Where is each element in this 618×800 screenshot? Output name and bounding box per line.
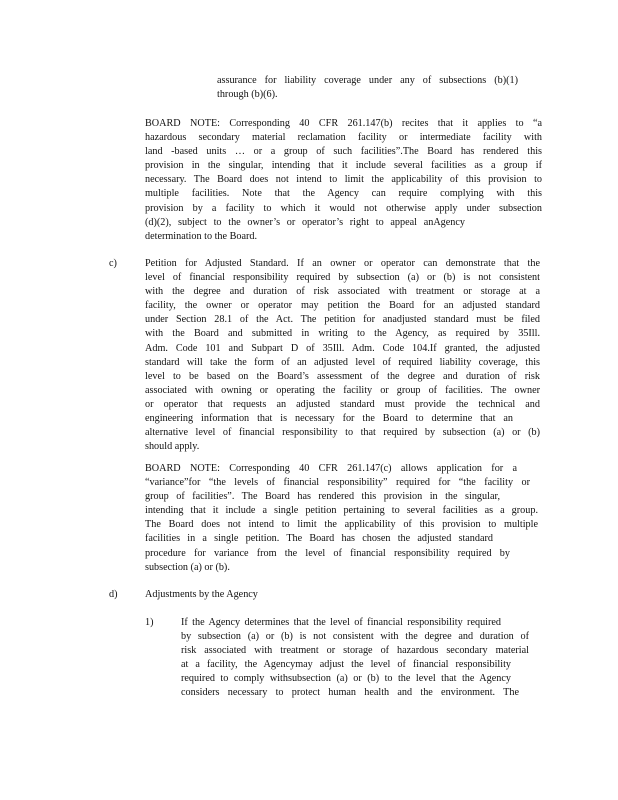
text-line: BOARD NOTE: Corresponding 40 CFR 261.147(c) allows application for a [145,463,517,474]
section-marker-c: c) [109,258,117,269]
text-line: group of facilities”. The Board has rendered this provision in the singular, [145,491,500,503]
text-line: engineering information that is necessary for the Board to determine that an [145,413,513,425]
text-line: required to comply withsubsection (a) or (b) to the level that the Agency [181,673,511,685]
text-line: BOARD NOTE: Corresponding 40 CFR 261.147(b) recites that it applies to “a [145,118,542,129]
text-line: associated with owning or operating the facility or group of facilities. The owner [145,384,540,396]
subsection-d1-paragraph [181,616,529,701]
text-line: standard will take the form of an adjusted level of required liability coverage, this [145,356,540,368]
text-line: by subsection (a) or (b) is not consistent with the degree and duration of [181,631,529,643]
text-line: or operator that requests an adjusted standard must provide the technical and [145,398,540,410]
text-line: facility, the owner or operator may petition the Board for an adjusted standard [145,300,540,312]
text-line: considers necessary to protect human health and the environment. The [181,687,519,699]
text-line: (d)(2), subject to the owner’s or operator’s right to appeal anAgency [145,216,465,228]
text-line: multiple facilities. Note that the Agency can require complying with this [145,188,542,200]
text-line: with the degree and duration of risk associated with treatment or storage at a [145,286,540,298]
text-line: should apply. [145,441,200,453]
text-line: intending that it include a single petition pertaining to several facilities as a group. [145,505,538,517]
text-line: Petition for Adjusted Standard. If an owner or operator can demonstrate that the [145,258,540,269]
text-line: If the Agency determines that the level of financial responsibility required [181,617,501,628]
board-note-paragraph [145,462,538,575]
text-line: provision in the singular, intending that it include several facilities as a group if [145,160,542,172]
continuation-paragraph [217,74,518,102]
text-line: “variance”for “the levels of financial responsibility” required for “the facility or [145,477,530,489]
text-line: hazardous secondary material reclamation facility or intermediate facility with [145,132,542,144]
text-line: subsection (a) or (b). [145,561,230,573]
text-line: at a facility, the Agencymay adjust the level of financial responsibility [181,659,511,671]
section-c-paragraph [145,257,540,454]
board-note-paragraph [145,117,542,244]
text-line: necessary. The Board does not intend to limit the applicability of this provision to [145,174,542,186]
text-line: determination to the Board. [145,230,258,242]
text-line: under Section 28.1 of the Act. The petition for anadjusted standard must be filed [145,314,540,326]
text-line: through (b)(6). [217,89,278,101]
text-line: level of financial responsibility required by subsection (a) or (b) is not consistent [145,272,540,284]
text-line: facilities in a single petition. The Board has chosen the adjusted standard [145,533,493,545]
text-line: provision by a facility to which it would not otherwise apply under subsection [145,202,542,214]
subsection-marker-1: 1) [145,617,154,628]
section-marker-d: d) [109,589,118,600]
text-line: with the Board and submitted in writing to the Agency, as required by 35Ill. [145,328,540,340]
text-line: procedure for variance from the level of financial responsibility required by [145,547,510,559]
text-line: level to be based on the Board’s assessment of the degree and duration of risk [145,370,540,382]
text-line: land -based units … or a group of such facilities”.The Board has rendered this [145,146,542,158]
text-line: The Board does not intend to limit the applicability of this provision to multiple [145,519,538,531]
text-line: Adm. Code 101 and Subpart D of 35Ill. Adm. Code 104.If granted, the adjusted [145,342,540,354]
text-line: assurance for liability coverage under any of subsections (b)(1) [217,75,518,86]
section-d-heading: Adjustments by the Agency [145,589,258,600]
text-line: risk associated with treatment or storage of hazardous secondary material [181,645,529,657]
text-line: alternative level of financial responsibility to that required by subsection (a) or (b) [145,427,540,439]
